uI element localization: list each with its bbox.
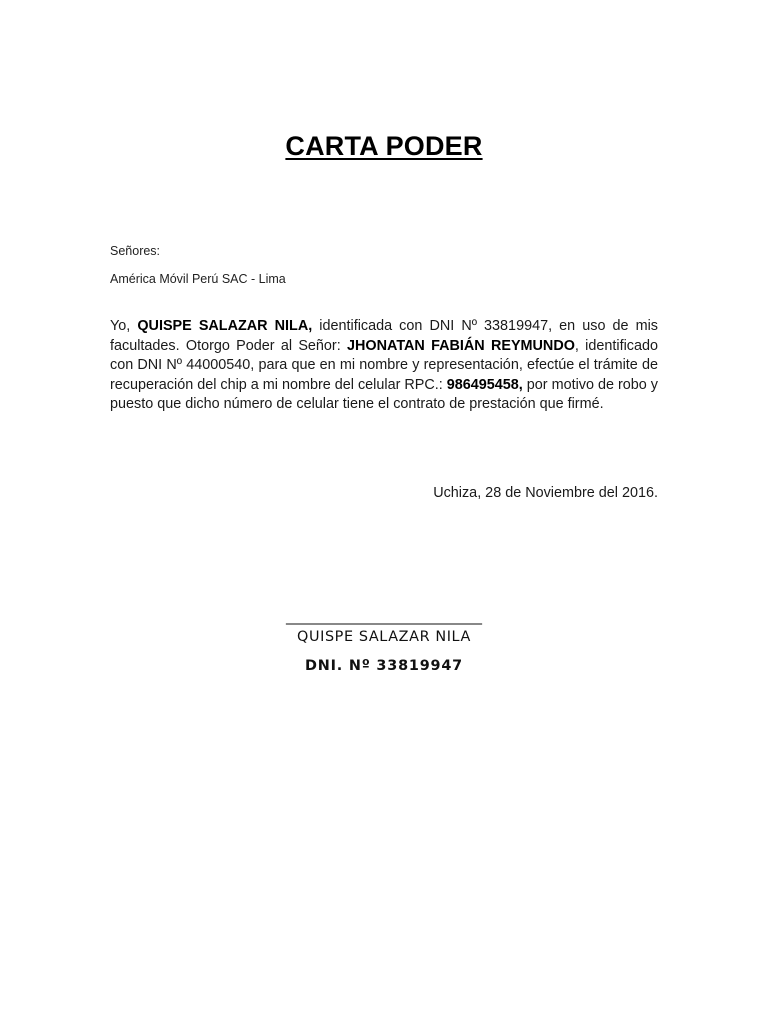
body-text-segment: por motivo de robo y puesto que dicho número de celular tiene el contrato de prestación que firmé.	[110, 376, 658, 412]
body-text-segment: identificada con DNI Nº 33819947, en uso de mis facultades. Otorgo Poder al Señor:	[110, 318, 658, 354]
salutation: Señores:	[110, 244, 161, 258]
signer-dni: DNI. Nº 33819947	[305, 658, 463, 674]
grantor-name: QUISPE SALAZAR NILA,	[137, 318, 313, 334]
phone-number: 986495458,	[446, 376, 523, 393]
recipient-line: América Móvil Perú SAC - Lima	[110, 272, 286, 286]
body-text-segment: , identificado con DNI Nº 44000540, para que en mi nombre y representación, efectúe el trámite de recuperación del chip a mi nombre del celular RPC.:	[110, 337, 658, 393]
document-title: CARTA PODER	[285, 131, 483, 161]
grantee-name: JHONATAN FABIÁN REYMUNDO	[347, 337, 575, 354]
place-date: Uchiza, 28 de Noviembre del 2016.	[433, 485, 658, 501]
signer-name: QUISPE SALAZAR NILA	[297, 629, 471, 645]
body-text-segment: Yo,	[110, 318, 138, 334]
body-paragraph	[110, 317, 658, 415]
signature-line: ____________________________	[286, 609, 482, 625]
signature-block	[0, 608, 768, 674]
